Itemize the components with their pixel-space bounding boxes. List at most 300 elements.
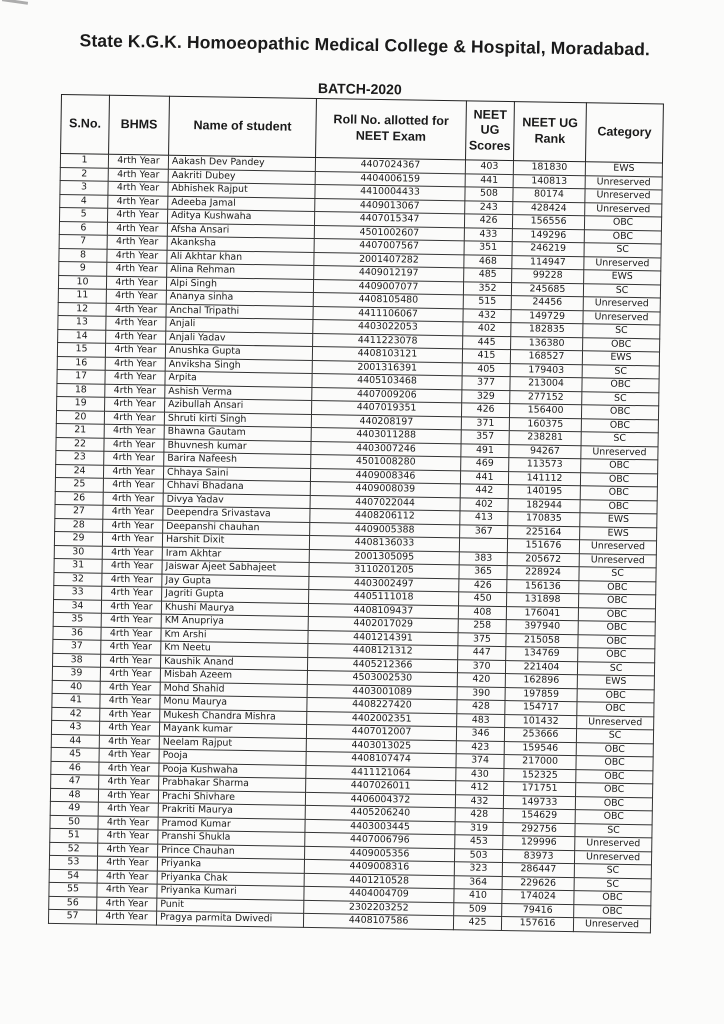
- cell-rank: 397940: [506, 620, 578, 635]
- cell-roll-no: 4408105480: [313, 292, 463, 308]
- cell-sno: 1: [60, 154, 108, 168]
- cell-score: 370: [457, 659, 505, 673]
- cell-roll-no: 4410004433: [315, 185, 465, 201]
- cell-score: 468: [464, 254, 512, 268]
- cell-score: 442: [460, 484, 508, 498]
- cell-category: OBC: [576, 756, 653, 771]
- cell-roll-no: 4401214391: [308, 630, 458, 646]
- cell-bhms: 4rth Year: [101, 640, 161, 654]
- cell-sno: 49: [50, 801, 98, 815]
- cell-name: Afsha Ansari: [167, 223, 314, 239]
- cell-roll-no: 4408206112: [310, 508, 460, 524]
- cell-category: OBC: [580, 486, 657, 501]
- cell-roll-no: 4407006796: [305, 832, 455, 848]
- cell-roll-no: 4403022053: [313, 319, 463, 335]
- cell-sno: 56: [49, 896, 97, 910]
- cell-rank: 238281: [509, 431, 581, 446]
- cell-rank: 154717: [505, 701, 577, 716]
- cell-bhms: 4rth Year: [103, 519, 163, 533]
- cell-name: Prakriti Maurya: [158, 803, 305, 819]
- cell-sno: 57: [48, 909, 96, 923]
- cell-category: OBC: [579, 580, 656, 595]
- cell-bhms: 4rth Year: [106, 330, 166, 344]
- cell-score: 412: [456, 781, 504, 795]
- cell-bhms: 4rth Year: [104, 451, 164, 465]
- cell-rank: 213004: [510, 377, 582, 392]
- cell-rank: 277152: [510, 390, 582, 405]
- cell-name: Pramod Kumar: [158, 817, 305, 833]
- cell-roll-no: 4408136033: [309, 535, 459, 551]
- cell-category: SC: [582, 364, 659, 379]
- cell-sno: 34: [53, 599, 101, 613]
- col-header-category: Category: [586, 103, 664, 163]
- cell-name: Shruti kirti Singh: [164, 412, 311, 428]
- cell-bhms: 4rth Year: [108, 181, 168, 195]
- cell-name: Pooja Kushwaha: [159, 763, 306, 779]
- cell-rank: 94267: [509, 444, 581, 459]
- cell-bhms: 4rth Year: [97, 856, 157, 870]
- cell-name: Chhavi Bhadana: [163, 479, 310, 495]
- cell-category: EWS: [582, 351, 659, 366]
- cell-rank: 221404: [505, 660, 577, 675]
- cell-category: OBC: [579, 594, 656, 609]
- cell-sno: 8: [59, 248, 107, 262]
- cell-name: Pragya parmita Dwivedi: [156, 911, 303, 927]
- cell-roll-no: 4503002530: [307, 670, 457, 686]
- cell-sno: 18: [57, 383, 105, 397]
- col-header-sno: S.No.: [61, 95, 110, 155]
- cell-bhms: 4rth Year: [100, 681, 160, 695]
- cell-sno: 52: [50, 842, 98, 856]
- cell-roll-no: 4501002607: [314, 225, 464, 241]
- cell-name: Bhawna Gautam: [164, 425, 311, 441]
- cell-category: OBC: [576, 783, 653, 798]
- cell-bhms: 4rth Year: [98, 816, 158, 830]
- cell-category: OBC: [582, 378, 659, 393]
- cell-sno: 36: [53, 626, 101, 640]
- cell-roll-no: 2001316391: [312, 360, 462, 376]
- cell-score: 329: [462, 389, 510, 403]
- cell-roll-no: 4407024367: [315, 158, 465, 174]
- cell-rank: 156556: [512, 215, 584, 230]
- cell-category: SC: [576, 729, 653, 744]
- cell-roll-no: 4407019351: [312, 400, 462, 416]
- cell-roll-no: 4409013067: [315, 198, 465, 214]
- cell-rank: 79416: [502, 903, 574, 918]
- cell-name: KM Anupriya: [161, 614, 308, 630]
- cell-name: Arpita: [165, 371, 312, 387]
- cell-bhms: 4rth Year: [97, 897, 157, 911]
- cell-name: Mukesh Chandra Mishra: [160, 709, 307, 725]
- cell-name: Anchal Tripathi: [166, 304, 313, 320]
- cell-score: 426: [459, 578, 507, 592]
- cell-score: 508: [465, 187, 513, 201]
- cell-sno: 31: [54, 558, 102, 572]
- cell-rank: 136380: [511, 336, 583, 351]
- cell-sno: 11: [58, 288, 106, 302]
- cell-bhms: 4rth Year: [100, 667, 160, 681]
- cell-category: Unreserved: [585, 202, 662, 217]
- cell-sno: 9: [59, 261, 107, 275]
- cell-score: 432: [463, 308, 511, 322]
- cell-category: OBC: [575, 810, 652, 825]
- cell-roll-no: 4408107474: [306, 751, 456, 767]
- cell-rank: 80174: [513, 188, 585, 203]
- cell-sno: 30: [54, 545, 102, 559]
- cell-category: OBC: [574, 904, 651, 919]
- cell-category: Unreserved: [583, 310, 660, 325]
- cell-rank: 83973: [502, 849, 574, 864]
- cell-category: Unreserved: [585, 175, 662, 190]
- cell-name: Priyanka: [157, 857, 304, 873]
- cell-score: 485: [464, 268, 512, 282]
- cell-category: Unreserved: [575, 837, 652, 852]
- cell-name: Deepanshi chauhan: [163, 520, 310, 536]
- cell-sno: 38: [53, 653, 101, 667]
- cell-score: 428: [457, 700, 505, 714]
- cell-name: Azibullah Ansari: [165, 398, 312, 414]
- cell-roll-no: 4407015347: [314, 211, 464, 227]
- cell-score: 503: [454, 848, 502, 862]
- cell-roll-no: 4409008346: [310, 468, 460, 484]
- cell-bhms: 4rth Year: [102, 559, 162, 573]
- cell-roll-no: 4403011288: [311, 427, 461, 443]
- cell-name: Anushka Gupta: [165, 344, 312, 360]
- cell-bhms: 4rth Year: [99, 748, 159, 762]
- cell-bhms: 4rth Year: [99, 735, 159, 749]
- cell-rank: 156136: [507, 579, 579, 594]
- cell-name: Bhuvnesh kumar: [164, 439, 311, 455]
- cell-bhms: 4rth Year: [102, 586, 162, 600]
- cell-category: SC: [582, 391, 659, 406]
- cell-roll-no: 4403002497: [309, 576, 459, 592]
- cell-rank: 217000: [504, 755, 576, 770]
- cell-bhms: 4rth Year: [100, 694, 160, 708]
- cell-bhms: 4rth Year: [105, 397, 165, 411]
- cell-name: Aditya Kushwaha: [167, 209, 314, 225]
- cell-category: OBC: [578, 607, 655, 622]
- cell-category: EWS: [577, 675, 654, 690]
- cell-sno: 50: [50, 815, 98, 829]
- cell-category: EWS: [584, 270, 661, 285]
- cell-bhms: 4rth Year: [101, 600, 161, 614]
- cell-name: Alpi Singh: [166, 277, 313, 293]
- cell-rank: 149729: [511, 309, 583, 324]
- cell-name: Mohd Shahid: [160, 682, 307, 698]
- student-table: [48, 94, 664, 933]
- cell-score: 243: [465, 200, 513, 214]
- cell-rank: 286447: [502, 863, 574, 878]
- cell-roll-no: 2302203252: [304, 900, 454, 916]
- cell-sno: 25: [55, 477, 103, 491]
- cell-roll-no: 4403007246: [311, 441, 461, 457]
- cell-score: 469: [461, 457, 509, 471]
- cell-roll-no: 4402002351: [307, 711, 457, 727]
- cell-rank: 428424: [513, 201, 585, 216]
- cell-name: Khushi Maurya: [161, 601, 308, 617]
- cell-category: OBC: [580, 472, 657, 487]
- cell-category: Unreserved: [581, 445, 658, 460]
- cell-bhms: 4rth Year: [104, 411, 164, 425]
- cell-bhms: 4rth Year: [99, 762, 159, 776]
- cell-roll-no: 4407012007: [306, 724, 456, 740]
- cell-rank: 149733: [503, 795, 575, 810]
- cell-roll-no: 4403013025: [306, 738, 456, 754]
- cell-score: 365: [459, 565, 507, 579]
- cell-name: Jaiswar Ajeet Sabhajeet: [162, 560, 309, 576]
- cell-sno: 32: [54, 572, 102, 586]
- cell-roll-no: 4403003445: [305, 819, 455, 835]
- cell-score: 383: [459, 551, 507, 565]
- cell-bhms: 4rth Year: [101, 654, 161, 668]
- cell-score: 420: [457, 673, 505, 687]
- cell-bhms: 4rth Year: [102, 546, 162, 560]
- cell-rank: 156400: [509, 404, 581, 419]
- cell-category: OBC: [581, 418, 658, 433]
- cell-category: OBC: [583, 337, 660, 352]
- cell-roll-no: 4402017029: [308, 616, 458, 632]
- cell-category: SC: [575, 823, 652, 838]
- cell-name: Barira Nafeesh: [164, 452, 311, 468]
- cell-category: Unreserved: [585, 189, 662, 204]
- cell-category: OBC: [575, 796, 652, 811]
- cell-sno: 23: [56, 450, 104, 464]
- cell-category: SC: [584, 243, 661, 258]
- cell-score: 425: [453, 916, 501, 930]
- col-header-name: Name of student: [169, 96, 317, 157]
- cell-score: 390: [457, 686, 505, 700]
- cell-name: Divya Yadav: [163, 493, 310, 509]
- cell-bhms: 4rth Year: [106, 303, 166, 317]
- cell-roll-no: 4404004709: [304, 886, 454, 902]
- cell-bhms: 4rth Year: [107, 235, 167, 249]
- cell-bhms: 4rth Year: [105, 370, 165, 384]
- cell-score: 402: [463, 322, 511, 336]
- cell-name: Priyanka Kumari: [157, 884, 304, 900]
- cell-sno: 26: [55, 491, 103, 505]
- cell-roll-no: 440208197: [311, 414, 461, 430]
- cell-bhms: 4rth Year: [107, 222, 167, 236]
- cell-roll-no: 4409008039: [310, 481, 460, 497]
- cell-roll-no: 4409012197: [314, 265, 464, 281]
- cell-roll-no: 4408103121: [312, 346, 462, 362]
- cell-name: Aakriti Dubey: [168, 169, 315, 185]
- cell-roll-no: 4408109437: [308, 603, 458, 619]
- cell-category: Unreserved: [579, 553, 656, 568]
- cell-category: OBC: [581, 459, 658, 474]
- cell-sno: 3: [60, 180, 108, 194]
- cell-rank: 149296: [512, 228, 584, 243]
- cell-rank: 99228: [512, 269, 584, 284]
- cell-sno: 39: [52, 666, 100, 680]
- cell-category: SC: [574, 864, 651, 879]
- cell-sno: 22: [56, 437, 104, 451]
- cell-name: Prabhakar Sharma: [159, 776, 306, 792]
- cell-sno: 14: [58, 329, 106, 343]
- cell-rank: 154629: [503, 809, 575, 824]
- cell-bhms: 4rth Year: [107, 262, 167, 276]
- cell-sno: 28: [55, 518, 103, 532]
- cell-roll-no: 4409007077: [313, 279, 463, 295]
- cell-bhms: 4rth Year: [101, 627, 161, 641]
- cell-name: Misbah Azeem: [160, 668, 307, 684]
- cell-bhms: 4rth Year: [102, 532, 162, 546]
- cell-score: 453: [455, 835, 503, 849]
- cell-rank: 113573: [509, 458, 581, 473]
- cell-name: Iram Akhtar: [162, 547, 309, 563]
- cell-score: 403: [465, 160, 513, 174]
- cell-score: 441: [465, 173, 513, 187]
- cell-score: 423: [456, 740, 504, 754]
- cell-rank: 151676: [507, 539, 579, 554]
- cell-name: Anviksha Singh: [165, 358, 312, 374]
- cell-name: Pooja: [159, 749, 306, 765]
- cell-rank: 140195: [508, 485, 580, 500]
- cell-score: 402: [460, 497, 508, 511]
- cell-rank: 168527: [510, 350, 582, 365]
- cell-score: 415: [462, 349, 510, 363]
- cell-rank: 131898: [507, 593, 579, 608]
- cell-score: 364: [454, 875, 502, 889]
- cell-name: Neelam Rajput: [159, 736, 306, 752]
- student-table-wrapper: [48, 94, 664, 933]
- cell-sno: 46: [51, 761, 99, 775]
- cell-rank: 134769: [506, 647, 578, 662]
- cell-roll-no: 4411106067: [313, 306, 463, 322]
- cell-sno: 24: [55, 464, 103, 478]
- cell-sno: 17: [57, 369, 105, 383]
- cell-roll-no: 4405111018: [309, 589, 459, 605]
- cell-roll-no: 4405206240: [305, 805, 455, 821]
- cell-name: Km Neetu: [161, 641, 308, 657]
- cell-sno: 54: [49, 869, 97, 883]
- cell-bhms: 4rth Year: [98, 802, 158, 816]
- cell-score: 445: [463, 335, 511, 349]
- cell-bhms: 4rth Year: [108, 154, 168, 168]
- cell-bhms: 4rth Year: [107, 208, 167, 222]
- cell-roll-no: 4403001089: [307, 684, 457, 700]
- cell-score: 515: [463, 295, 511, 309]
- cell-bhms: 4rth Year: [102, 573, 162, 587]
- cell-category: SC: [583, 324, 660, 339]
- cell-category: SC: [577, 661, 654, 676]
- cell-category: Unreserved: [583, 297, 660, 312]
- cell-rank: 152325: [504, 768, 576, 783]
- cell-sno: 13: [58, 315, 106, 329]
- cell-score: 430: [456, 767, 504, 781]
- cell-rank: 197859: [505, 687, 577, 702]
- cell-bhms: 4rth Year: [108, 168, 168, 182]
- cell-sno: 15: [57, 342, 105, 356]
- cell-category: Unreserved: [574, 850, 651, 865]
- cell-score: 375: [458, 632, 506, 646]
- cell-name: Priyanka Chak: [157, 871, 304, 887]
- cell-rank: 140813: [513, 174, 585, 189]
- cell-score: 258: [458, 619, 506, 633]
- cell-category: EWS: [585, 162, 662, 177]
- cell-category: OBC: [578, 634, 655, 649]
- cell-rank: 176041: [506, 606, 578, 621]
- cell-bhms: 4rth Year: [100, 708, 160, 722]
- cell-score: 377: [462, 376, 510, 390]
- cell-sno: 40: [52, 680, 100, 694]
- cell-roll-no: 4405212366: [307, 657, 457, 673]
- cell-rank: 114947: [512, 255, 584, 270]
- cell-roll-no: 4408107586: [303, 913, 453, 929]
- col-header-bhms: BHMS: [109, 95, 170, 155]
- cell-name: Monu Maurya: [160, 695, 307, 711]
- cell-category: SC: [583, 283, 660, 298]
- cell-sno: 6: [59, 221, 107, 235]
- cell-score: 351: [464, 241, 512, 255]
- cell-rank: 179403: [510, 363, 582, 378]
- cell-category: SC: [579, 567, 656, 582]
- cell-roll-no: 4408121312: [308, 643, 458, 659]
- cell-bhms: 4rth Year: [105, 343, 165, 357]
- cell-roll-no: 3110201205: [309, 562, 459, 578]
- cell-sno: 41: [52, 693, 100, 707]
- cell-name: Anjali: [166, 317, 313, 333]
- cell-bhms: 4rth Year: [97, 883, 157, 897]
- cell-roll-no: 4409005388: [310, 522, 460, 538]
- cell-sno: 37: [53, 639, 101, 653]
- cell-name: Kaushik Anand: [160, 655, 307, 671]
- cell-roll-no: 2001407282: [314, 252, 464, 268]
- col-header-score: NEET UG Scores: [466, 101, 515, 161]
- cell-score: 319: [455, 821, 503, 835]
- cell-sno: 45: [51, 747, 99, 761]
- col-header-rank: NEET UG Rank: [514, 102, 587, 162]
- cell-rank: 182835: [511, 323, 583, 338]
- cell-bhms: 4rth Year: [105, 357, 165, 371]
- cell-name: Km Arshi: [161, 628, 308, 644]
- cell-sno: 2: [60, 167, 108, 181]
- cell-score: 450: [459, 592, 507, 606]
- col-header-roll-no: Roll No. allotted for NEET Exam: [316, 99, 467, 160]
- cell-rank: 228924: [507, 566, 579, 581]
- cell-bhms: 4rth Year: [99, 721, 159, 735]
- cell-score: 432: [455, 794, 503, 808]
- cell-rank: 229626: [502, 876, 574, 891]
- cell-roll-no: 4407026011: [306, 778, 456, 794]
- cell-rank: 215058: [506, 633, 578, 648]
- cell-roll-no: 4409005356: [305, 846, 455, 862]
- cell-bhms: 4rth Year: [99, 775, 159, 789]
- cell-name: Ashish Verma: [165, 385, 312, 401]
- cell-sno: 29: [54, 531, 102, 545]
- cell-sno: 12: [58, 302, 106, 316]
- cell-rank: 157616: [501, 917, 573, 932]
- cell-rank: 292756: [503, 822, 575, 837]
- cell-score: 433: [464, 227, 512, 241]
- cell-score: 323: [454, 862, 502, 876]
- cell-sno: 5: [60, 207, 108, 221]
- cell-roll-no: 4411121064: [306, 765, 456, 781]
- cell-sno: 42: [52, 707, 100, 721]
- cell-score: 428: [455, 808, 503, 822]
- cell-bhms: 4rth Year: [103, 465, 163, 479]
- cell-roll-no: 4409008316: [304, 859, 454, 875]
- cell-rank: 253666: [504, 728, 576, 743]
- cell-bhms: 4rth Year: [108, 195, 168, 209]
- cell-sno: 43: [51, 720, 99, 734]
- cell-rank: 162896: [505, 674, 577, 689]
- cell-roll-no: 4407022044: [310, 495, 460, 511]
- cell-name: Chhaya Saini: [163, 466, 310, 482]
- cell-rank: 24456: [511, 296, 583, 311]
- cell-rank: 174024: [502, 890, 574, 905]
- cell-category: SC: [581, 432, 658, 447]
